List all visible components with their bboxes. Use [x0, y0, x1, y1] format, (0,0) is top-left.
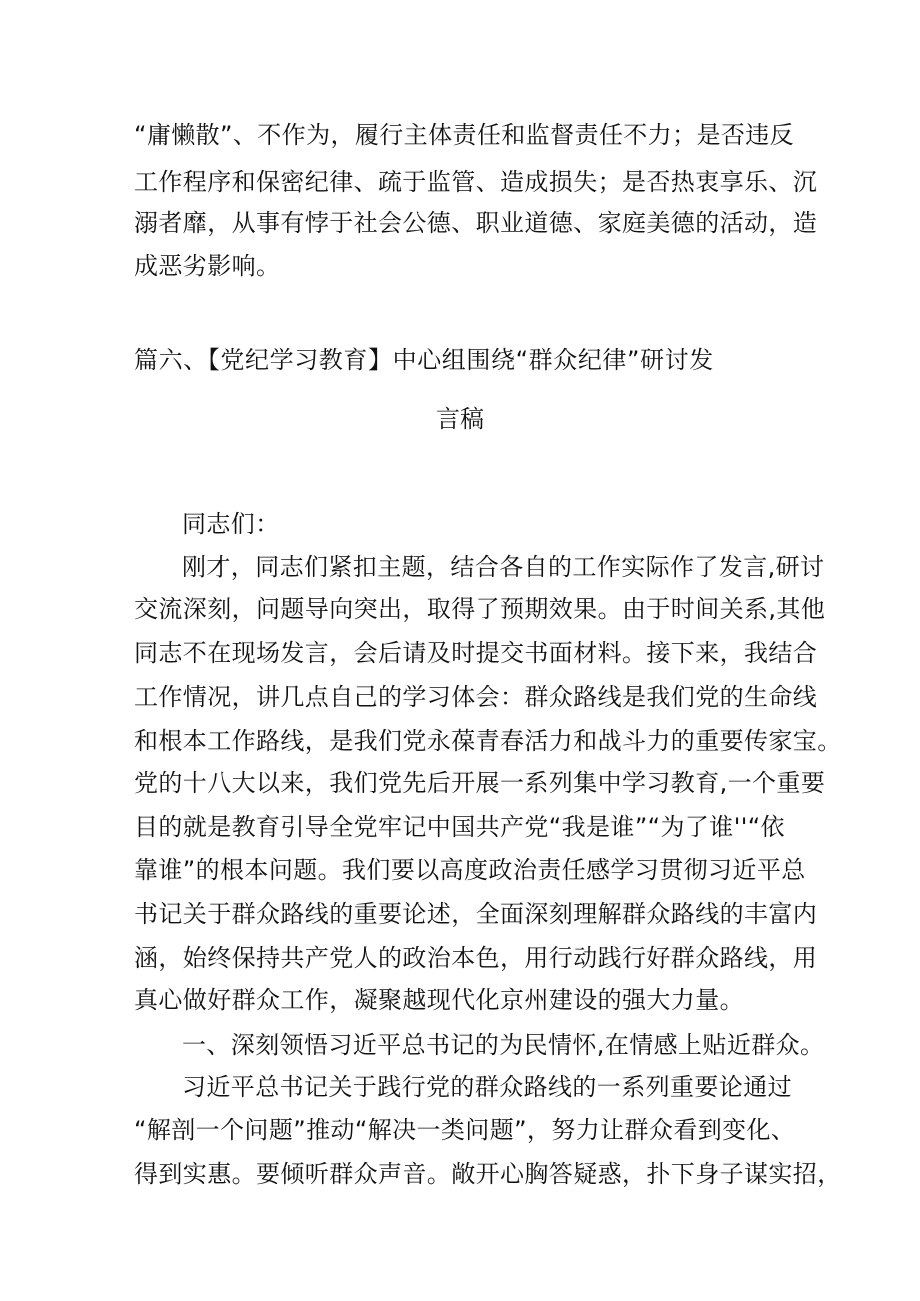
- body-line: 工作情况，讲几点自己的学习体会：群众路线是我们党的生命线: [134, 683, 818, 711]
- body-line: 同志不在现场发言，会后请及时提交书面材料。接下来，我结合: [134, 639, 818, 667]
- salutation: 同志们：: [182, 510, 280, 538]
- body-line: 交流深刻，问题导向突出，取得了预期效果。由于时间关系,其他: [134, 595, 826, 623]
- body-line: 真心做好群众工作，凝聚越现代化京州建设的强大力量。: [134, 986, 744, 1014]
- body-line: 刚才，同志们紧扣主题，结合各自的工作实际作了发言,研讨: [182, 553, 825, 581]
- body-line: 靠谁”的根本问题。我们要以高度政治责任感学习贯彻习近平总: [134, 856, 806, 884]
- heading-one: 一、深刻领悟习近平总书记的为民情怀,在情感上贴近群众。: [182, 1031, 825, 1059]
- body-line: 党的十八大以来，我们党先后开展一系列集中学习教育,一个重要: [134, 769, 826, 797]
- intro-line: “庸懒散”、不作为，履行主体责任和监督责任不力；是否违反: [134, 121, 795, 149]
- section-title-line2: 言稿: [436, 405, 484, 433]
- section-title-line1: 篇六、【党纪学习教育】中心组围绕“群众纪律”研讨发: [134, 346, 714, 374]
- body-line: 书记关于群众路线的重要论述，全面深刻理解群众路线的丰富内: [134, 900, 818, 928]
- para2-line: 得到实惠。要倾听群众声音。敞开心胸答疑惑，扑下身子谋实招，: [134, 1160, 842, 1188]
- para2-line: “解剖一个问题”推动“解决一类问题”，努力让群众看到变化、: [134, 1116, 796, 1144]
- body-line: 目的就是教育引导全党牢记中国共产党“我是谁”“为了谁''“依: [134, 813, 785, 841]
- intro-line: 成恶劣影响。: [134, 252, 281, 280]
- body-line: 和根本工作路线，是我们党永葆青春活力和战斗力的重要传家宝。: [134, 727, 842, 755]
- intro-line: 溺者靡，从事有悖于社会公德、职业道德、家庭美德的活动，造: [134, 209, 818, 237]
- intro-line: 工作程序和保密纪律、疏于监管、造成损失；是否热衷享乐、沉: [134, 168, 818, 196]
- para2-line: 习近平总书记关于践行党的群众路线的一系列重要论通过: [182, 1073, 792, 1101]
- body-line: 涵，始终保持共产党人的政治本色，用行动践行好群众路线，用: [134, 944, 818, 972]
